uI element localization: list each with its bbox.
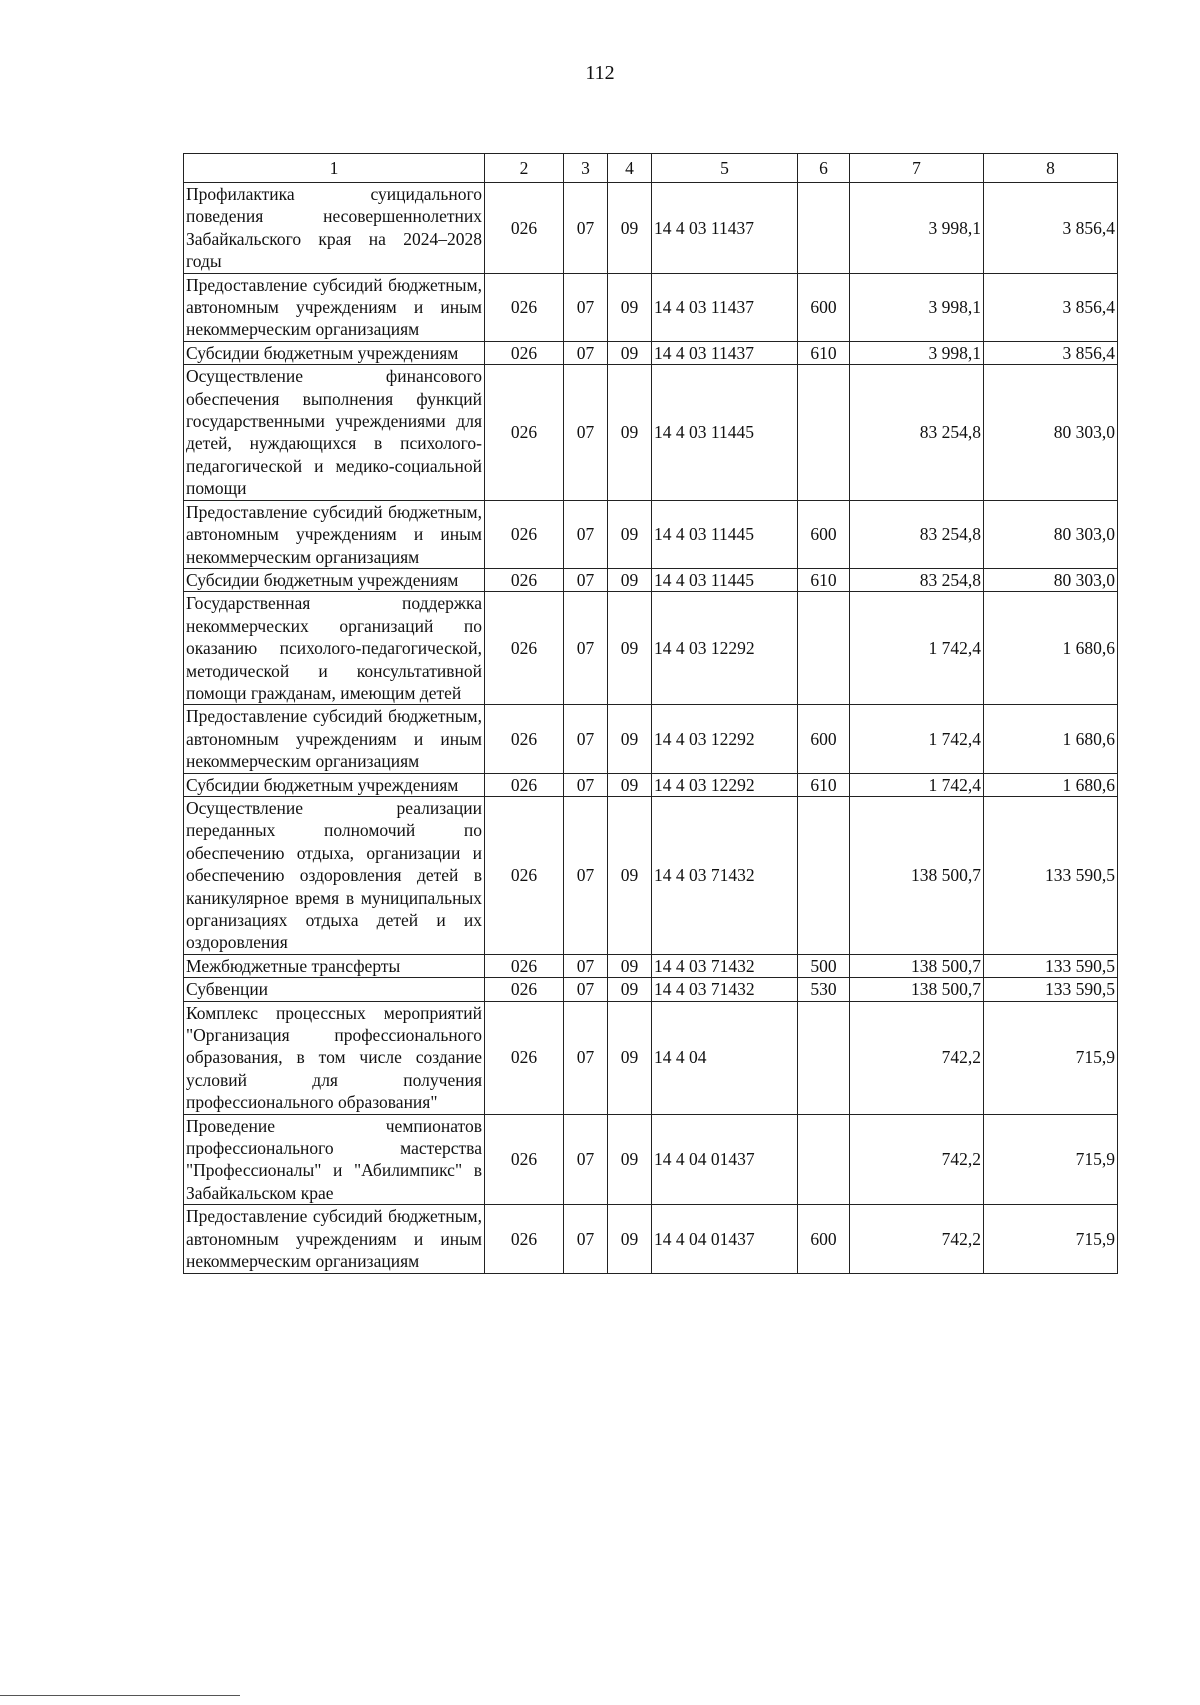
subsection-cell: 09 — [608, 500, 652, 568]
subsection-cell: 09 — [608, 705, 652, 773]
expense-type-cell — [798, 1114, 850, 1205]
table-row — [184, 954, 1118, 977]
section-cell: 07 — [564, 1114, 608, 1205]
subsection-cell: 09 — [608, 978, 652, 1001]
target-item-cell: 14 4 03 11437 — [652, 273, 798, 341]
bottom-rule — [0, 1695, 240, 1698]
item-name-cell: Предоставление субсидий бюджетным, автономным учреждениям и иным некоммерческим организациям — [184, 273, 485, 341]
section-cell: 07 — [564, 1205, 608, 1273]
amount-cell: 80 303,0 — [984, 568, 1118, 591]
expense-type-cell: 600 — [798, 500, 850, 568]
subsection-cell: 09 — [608, 1001, 652, 1114]
subsection-cell: 09 — [608, 1114, 652, 1205]
ministry-code-cell: 026 — [485, 954, 564, 977]
section-cell: 07 — [564, 341, 608, 364]
amount-cell: 138 500,7 — [850, 978, 984, 1001]
amount-cell: 1 680,6 — [984, 705, 1118, 773]
amount-cell: 3 998,1 — [850, 341, 984, 364]
ministry-code-cell: 026 — [485, 1001, 564, 1114]
amount-cell: 138 500,7 — [850, 796, 984, 954]
target-item-cell: 14 4 03 11445 — [652, 568, 798, 591]
expense-type-cell: 500 — [798, 954, 850, 977]
ministry-code-cell: 026 — [485, 568, 564, 591]
amount-cell: 715,9 — [984, 1205, 1118, 1273]
subsection-cell: 09 — [608, 341, 652, 364]
expense-type-cell: 600 — [798, 1205, 850, 1273]
subsection-cell: 09 — [608, 568, 652, 591]
header-cell: 6 — [798, 154, 850, 183]
table-row — [184, 183, 1118, 274]
target-item-cell: 14 4 03 11437 — [652, 183, 798, 274]
section-cell: 07 — [564, 568, 608, 591]
ministry-code-cell: 026 — [485, 978, 564, 1001]
section-cell: 07 — [564, 954, 608, 977]
amount-cell: 133 590,5 — [984, 978, 1118, 1001]
section-cell: 07 — [564, 592, 608, 705]
expense-type-cell — [798, 796, 850, 954]
target-item-cell: 14 4 03 11437 — [652, 341, 798, 364]
amount-cell: 3 856,4 — [984, 341, 1118, 364]
item-name-cell: Комплекс процессных мероприятий "Организация профессионального образования, в том числе создание условий для получения профессионального образования" — [184, 1001, 485, 1114]
table-header-row — [184, 154, 1118, 183]
table-row — [184, 705, 1118, 773]
expense-type-cell: 610 — [798, 341, 850, 364]
item-name-cell: Субсидии бюджетным учреждениям — [184, 341, 485, 364]
header-cell: 8 — [984, 154, 1118, 183]
table-row — [184, 341, 1118, 364]
subsection-cell: 09 — [608, 773, 652, 796]
table-row — [184, 796, 1118, 954]
ministry-code-cell: 026 — [485, 705, 564, 773]
section-cell: 07 — [564, 978, 608, 1001]
subsection-cell: 09 — [608, 273, 652, 341]
amount-cell: 715,9 — [984, 1114, 1118, 1205]
expense-type-cell: 600 — [798, 273, 850, 341]
header-cell: 4 — [608, 154, 652, 183]
item-name-cell: Предоставление субсидий бюджетным, автономным учреждениям и иным некоммерческим организациям — [184, 500, 485, 568]
amount-cell: 3 856,4 — [984, 183, 1118, 274]
header-cell: 5 — [652, 154, 798, 183]
item-name-cell: Субсидии бюджетным учреждениям — [184, 568, 485, 591]
table-row — [184, 273, 1118, 341]
target-item-cell: 14 4 03 71432 — [652, 796, 798, 954]
section-cell: 07 — [564, 1001, 608, 1114]
section-cell: 07 — [564, 796, 608, 954]
header-cell: 2 — [485, 154, 564, 183]
ministry-code-cell: 026 — [485, 1114, 564, 1205]
subsection-cell: 09 — [608, 1205, 652, 1273]
item-name-cell: Проведение чемпионатов профессионального мастерства "Профессионалы" и "Абилимпикс" в Забайкальском крае — [184, 1114, 485, 1205]
table-row — [184, 773, 1118, 796]
expense-type-cell — [798, 1001, 850, 1114]
target-item-cell: 14 4 03 71432 — [652, 954, 798, 977]
expense-type-cell: 610 — [798, 773, 850, 796]
amount-cell: 3 998,1 — [850, 273, 984, 341]
section-cell: 07 — [564, 773, 608, 796]
item-name-cell: Государственная поддержка некоммерческих организаций по оказанию психолого-педагогической, методической и консультативной помощи гражданам, имеющим детей — [184, 592, 485, 705]
target-item-cell: 14 4 03 12292 — [652, 773, 798, 796]
table-row — [184, 1205, 1118, 1273]
header-cell: 3 — [564, 154, 608, 183]
amount-cell: 3 998,1 — [850, 183, 984, 274]
expense-type-cell — [798, 365, 850, 500]
item-name-cell: Осуществление реализации переданных полномочий по обеспечению отдыха, организации и обеспечению оздоровления детей в каникулярное время в муниципальных организациях отдыха детей и их оздоровления — [184, 796, 485, 954]
header-cell: 1 — [184, 154, 485, 183]
amount-cell: 133 590,5 — [984, 796, 1118, 954]
item-name-cell: Осуществление финансового обеспечения выполнения функций государственными учреждениями для детей, нуждающихся в психолого-педагогической и медико-социальной помощи — [184, 365, 485, 500]
expense-type-cell: 610 — [798, 568, 850, 591]
section-cell: 07 — [564, 183, 608, 274]
expense-type-cell — [798, 183, 850, 274]
target-item-cell: 14 4 04 01437 — [652, 1205, 798, 1273]
subsection-cell: 09 — [608, 796, 652, 954]
table-row — [184, 568, 1118, 591]
ministry-code-cell: 026 — [485, 592, 564, 705]
amount-cell: 83 254,8 — [850, 500, 984, 568]
amount-cell: 3 856,4 — [984, 273, 1118, 341]
expense-type-cell — [798, 592, 850, 705]
expense-type-cell: 530 — [798, 978, 850, 1001]
subsection-cell: 09 — [608, 183, 652, 274]
subsection-cell: 09 — [608, 365, 652, 500]
amount-cell: 80 303,0 — [984, 500, 1118, 568]
ministry-code-cell: 026 — [485, 796, 564, 954]
table-row — [184, 592, 1118, 705]
target-item-cell: 14 4 03 12292 — [652, 705, 798, 773]
target-item-cell: 14 4 03 11445 — [652, 500, 798, 568]
item-name-cell: Профилактика суицидального поведения несовершеннолетних Забайкальского края на 2024–2028 годы — [184, 183, 485, 274]
table-row — [184, 365, 1118, 500]
amount-cell: 83 254,8 — [850, 568, 984, 591]
budget-table — [183, 153, 1118, 1274]
ministry-code-cell: 026 — [485, 773, 564, 796]
item-name-cell: Субвенции — [184, 978, 485, 1001]
amount-cell: 1 742,4 — [850, 773, 984, 796]
amount-cell: 742,2 — [850, 1205, 984, 1273]
table-row — [184, 978, 1118, 1001]
amount-cell: 83 254,8 — [850, 365, 984, 500]
section-cell: 07 — [564, 365, 608, 500]
section-cell: 07 — [564, 500, 608, 568]
target-item-cell: 14 4 03 12292 — [652, 592, 798, 705]
subsection-cell: 09 — [608, 592, 652, 705]
table-row — [184, 1114, 1118, 1205]
amount-cell: 80 303,0 — [984, 365, 1118, 500]
page-number: 112 — [585, 62, 615, 84]
section-cell: 07 — [564, 705, 608, 773]
ministry-code-cell: 026 — [485, 365, 564, 500]
target-item-cell: 14 4 04 — [652, 1001, 798, 1114]
item-name-cell: Межбюджетные трансферты — [184, 954, 485, 977]
table-row — [184, 1001, 1118, 1114]
target-item-cell: 14 4 04 01437 — [652, 1114, 798, 1205]
item-name-cell: Предоставление субсидий бюджетным, автономным учреждениям и иным некоммерческим организациям — [184, 705, 485, 773]
amount-cell: 742,2 — [850, 1001, 984, 1114]
amount-cell: 138 500,7 — [850, 954, 984, 977]
ministry-code-cell: 026 — [485, 500, 564, 568]
section-cell: 07 — [564, 273, 608, 341]
ministry-code-cell: 026 — [485, 183, 564, 274]
amount-cell: 742,2 — [850, 1114, 984, 1205]
amount-cell: 1 680,6 — [984, 773, 1118, 796]
table-row — [184, 500, 1118, 568]
subsection-cell: 09 — [608, 954, 652, 977]
amount-cell: 715,9 — [984, 1001, 1118, 1114]
ministry-code-cell: 026 — [485, 1205, 564, 1273]
item-name-cell: Субсидии бюджетным учреждениям — [184, 773, 485, 796]
target-item-cell: 14 4 03 11445 — [652, 365, 798, 500]
ministry-code-cell: 026 — [485, 273, 564, 341]
header-cell: 7 — [850, 154, 984, 183]
expense-type-cell: 600 — [798, 705, 850, 773]
amount-cell: 1 742,4 — [850, 592, 984, 705]
item-name-cell: Предоставление субсидий бюджетным, автономным учреждениям и иным некоммерческим организациям — [184, 1205, 485, 1273]
amount-cell: 1 680,6 — [984, 592, 1118, 705]
ministry-code-cell: 026 — [485, 341, 564, 364]
amount-cell: 1 742,4 — [850, 705, 984, 773]
target-item-cell: 14 4 03 71432 — [652, 978, 798, 1001]
amount-cell: 133 590,5 — [984, 954, 1118, 977]
